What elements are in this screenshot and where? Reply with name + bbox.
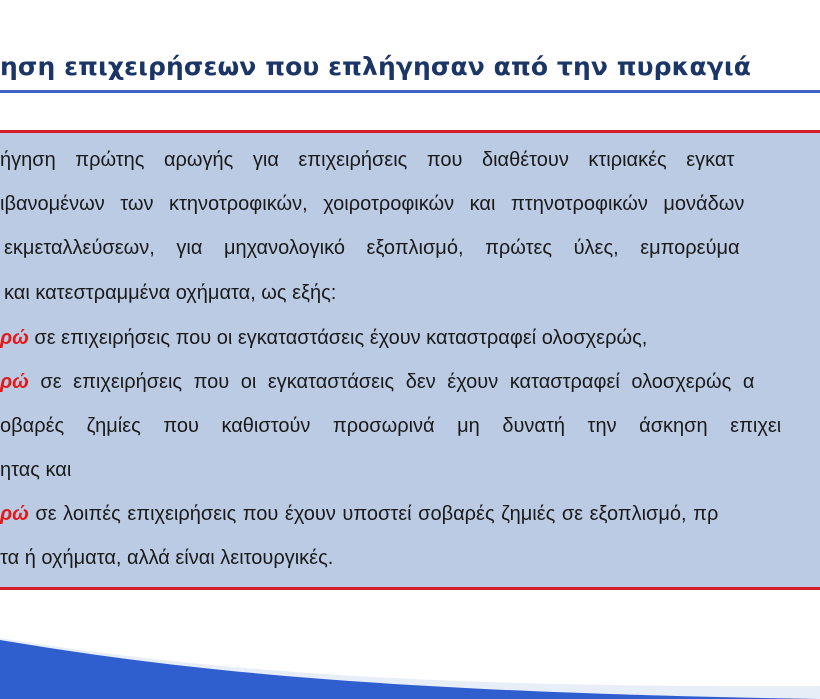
page-title: ηση επιχειρήσεων που επλήγησαν από την πυρκαγιά <box>0 52 752 81</box>
bullet-accent-3: ρώ <box>0 503 29 525</box>
decorative-wave <box>0 600 820 699</box>
bullet-accent-1: ρώ <box>0 327 29 349</box>
bullet-line-1 <box>0 326 647 350</box>
content-box-bottom-border <box>0 587 820 590</box>
content-box-top-border <box>0 130 820 133</box>
bullet-text-3: σε λοιπές επιχειρήσεις που έχουν υποστεί σοβαρές ζημιές σε εξοπλισμό, πρ <box>28 503 719 525</box>
bullet-accent-2: ρώ <box>0 371 29 393</box>
body-line-1: ήγηση πρώτης αρωγής για επιχειρήσεις που διαθέτουν κτιριακές εγκατ <box>0 149 735 171</box>
body-line-3: εκμεταλλεύσεων, για μηχανολογικό εξοπλισμό, πρώτες ύλες, εμπορεύμα <box>4 237 740 259</box>
body-line-2: ιβανομένων των κτηνοτροφικών, χοιροτροφικών και πτηνοτροφικών μονάδων <box>0 193 745 215</box>
bullet-text-2: σε επιχειρήσεις που οι εγκαταστάσεις δεν έχουν καταστραφεί ολοσχερώς α <box>28 371 755 393</box>
bullet-line-2 <box>0 370 754 394</box>
title-underline <box>0 90 820 93</box>
body-line-10: τα ή οχήματα, αλλά είναι λειτουργικές. <box>0 547 334 569</box>
body-line-4: και κατεστραμμένα οχήματα, ως εξής: <box>4 282 337 304</box>
body-line-7: οβαρές ζημίες που καθιστούν προσωρινά μη δυνατή την άσκηση επιχει <box>0 415 782 437</box>
body-line-8: ητας και <box>0 459 72 481</box>
bullet-text-1: σε επιχειρήσεις που οι εγκαταστάσεις έχουν καταστραφεί ολοσχερώς, <box>28 327 648 349</box>
bullet-line-3 <box>0 502 718 526</box>
